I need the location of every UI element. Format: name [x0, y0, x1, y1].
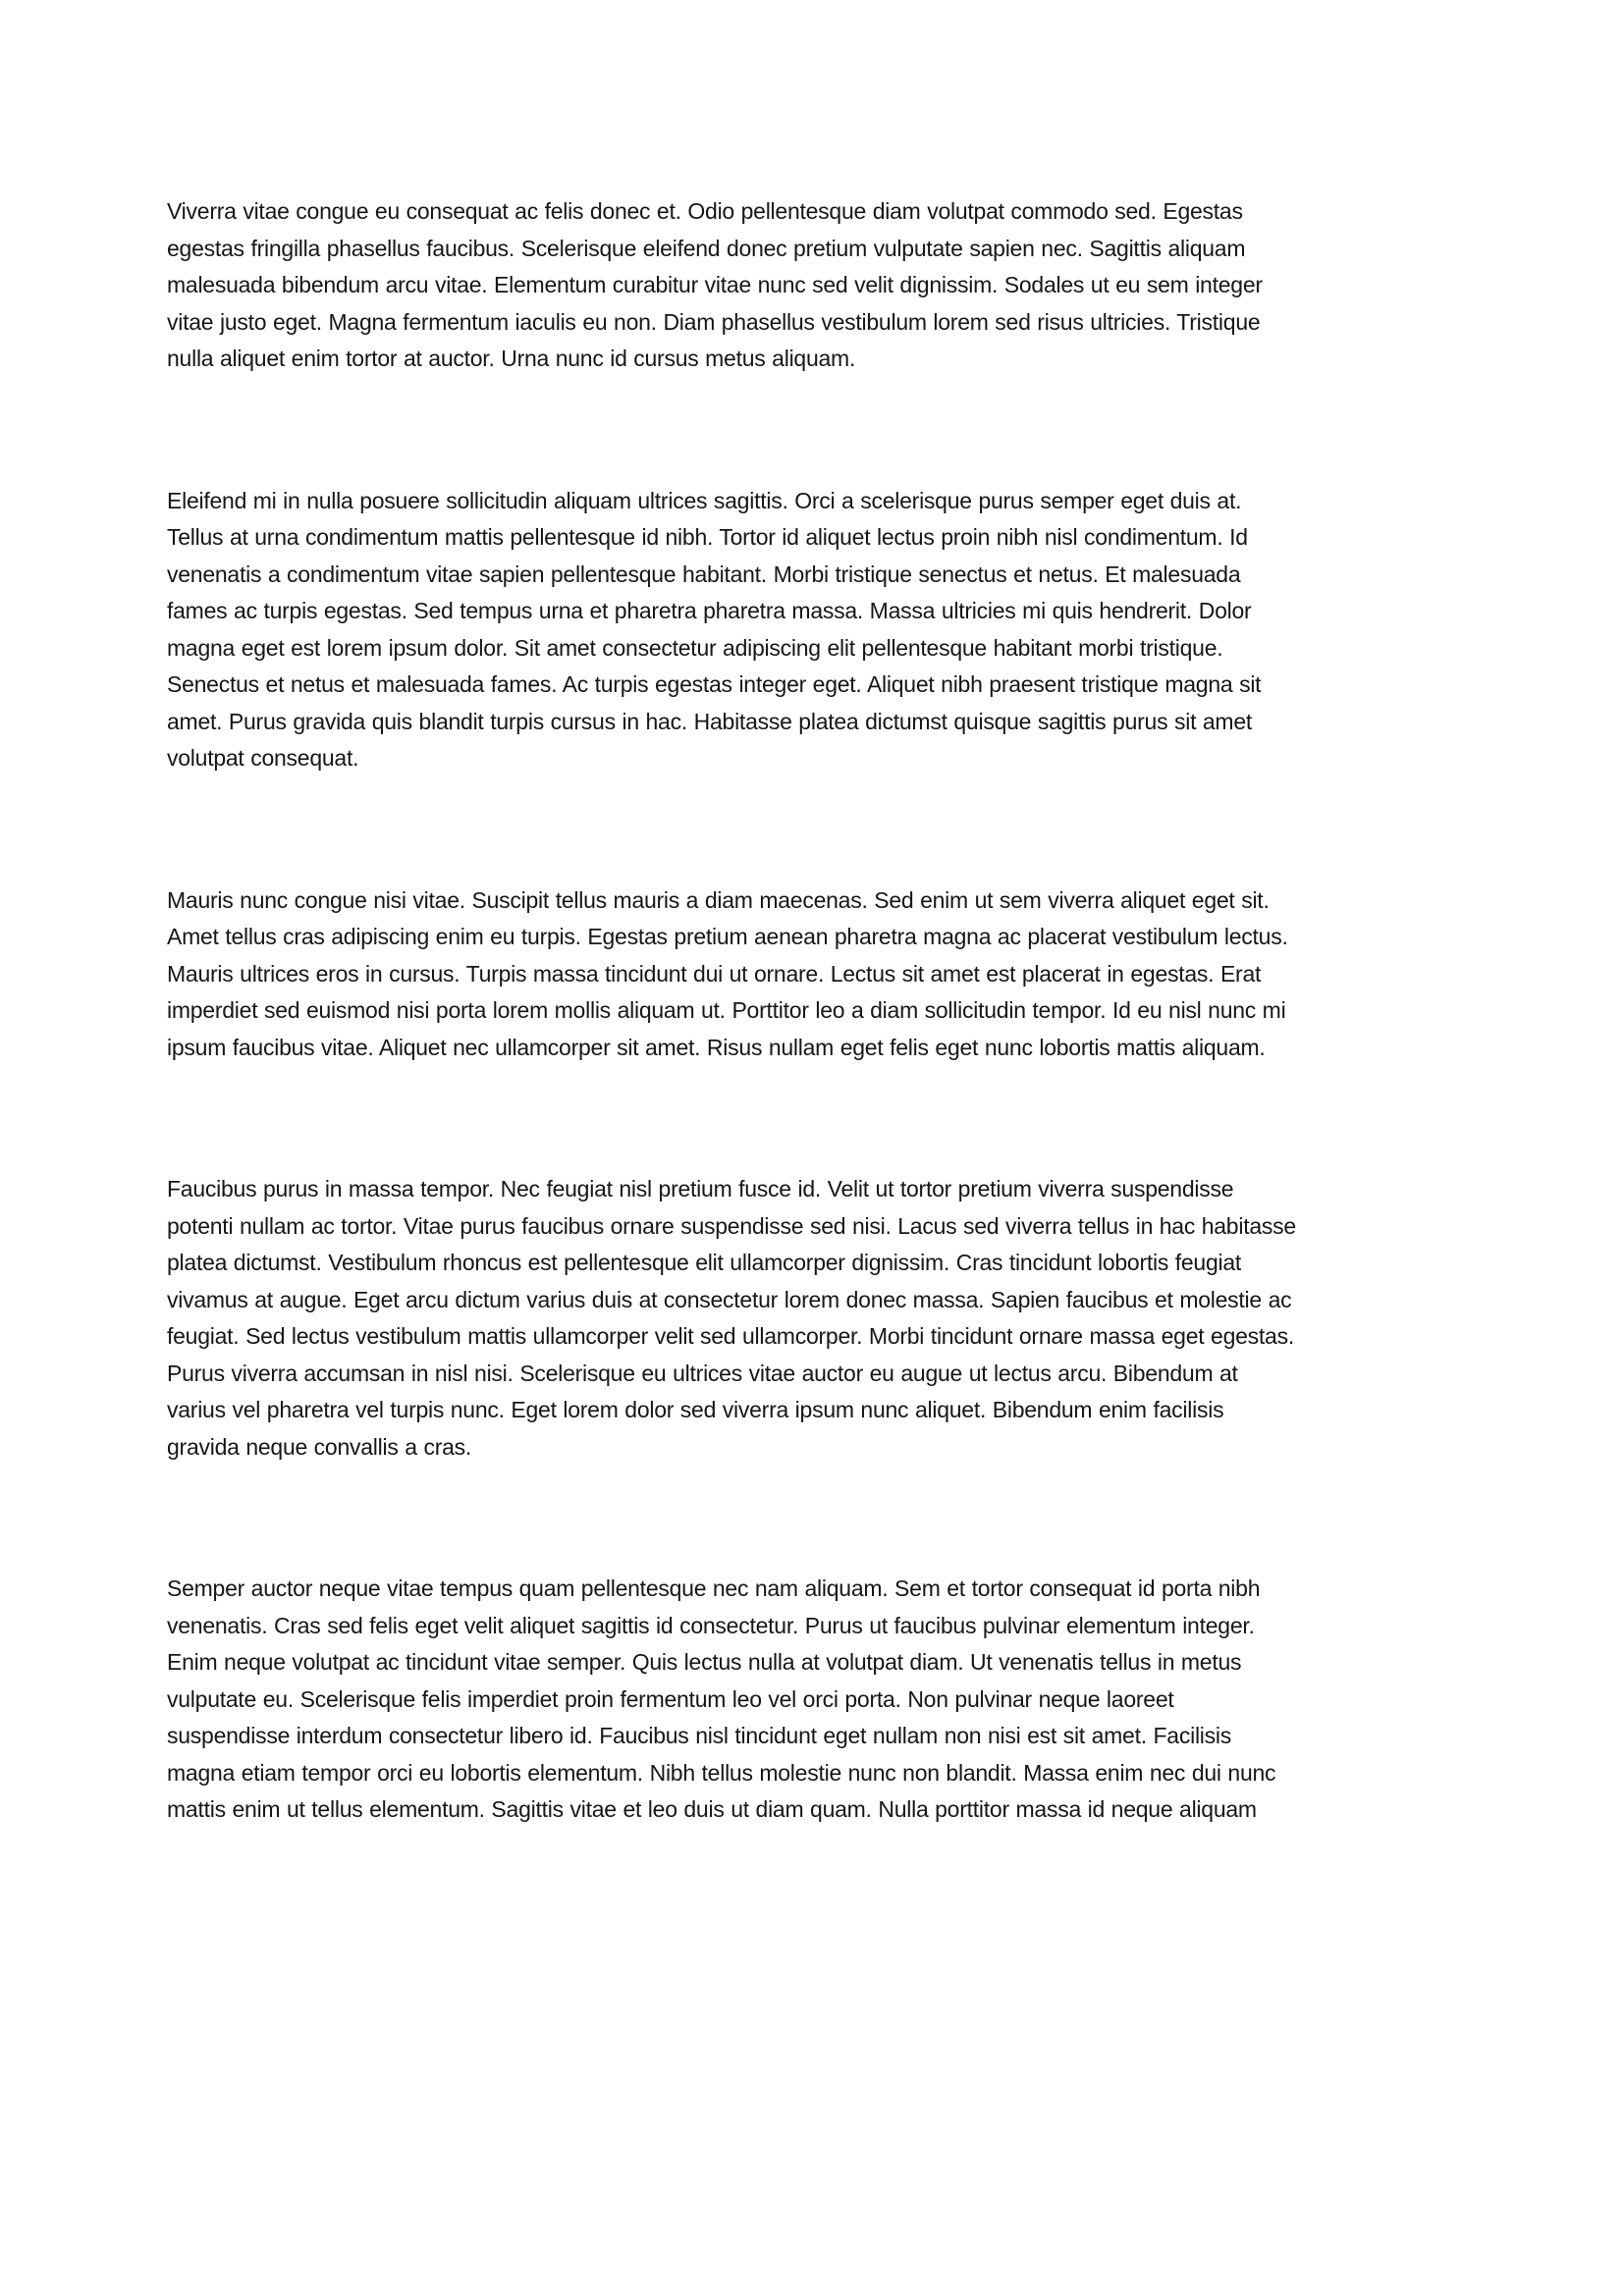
paragraph-4: Faucibus purus in massa tempor. Nec feugiat nisl pretium fusce id. Velit ut tortor pretium viverra suspendisse potenti nullam ac tortor. Vitae purus faucibus ornare suspendisse sed nisi. Lacus sed viverra tellus in hac habitasse platea dictumst. Vestibulum rhoncus est pellentesque elit ullamcorper dignissim. Cras tincidunt lobortis feugiat vivamus at augue. Eget arcu dictum varius duis at consectetur lorem donec massa. Sapien faucibus et molestie ac feugiat. Sed lectus vestibulum mattis ullamcorper velit sed ullamcorper. Morbi tincidunt ornare massa eget egestas. Purus viverra accumsan in nisl nisi. Scelerisque eu ultrices vitae auctor eu augue ut lectus arcu. Bibendum at varius vel pharetra vel turpis nunc. Eget lorem dolor sed viverra ipsum nunc aliquet. Bibendum enim facilisis gravida neque convallis a cras.: [167, 1176, 1296, 1460]
paragraph-1: Viverra vitae congue eu consequat ac felis donec et. Odio pellentesque diam volutpat commodo sed. Egestas egestas fringilla phasellus faucibus. Scelerisque eleifend donec pretium vulputate sapien nec. Sagittis aliquam malesuada bibendum arcu vitae. Elementum curabitur vitae nunc sed velit dignissim. Sodales ut eu sem integer vitae justo eget. Magna fermentum iaculis eu non. Diam phasellus vestibulum lorem sed risus ultricies. Tristique nulla aliquet enim tortor at auctor. Urna nunc id cursus metus aliquam.: [167, 198, 1263, 371]
paragraph-3: Mauris nunc congue nisi vitae. Suscipit tellus mauris a diam maecenas. Sed enim ut sem viverra aliquet eget sit. Amet tellus cras adipiscing enim eu turpis. Egestas pretium aenean pharetra magna ac placerat vestibulum lectus. Mauris ultrices eros in cursus. Turpis massa tincidunt dui ut ornare. Lectus sit amet est placerat in egestas. Erat imperdiet sed euismod nisi porta lorem mollis aliquam ut. Porttitor leo a diam sollicitudin tempor. Id eu nisl nunc mi ipsum faucibus vitae. Aliquet nec ullamcorper sit amet. Risus nullam eget felis eget nunc lobortis mattis aliquam.: [167, 886, 1288, 1060]
paragraph-2: Eleifend mi in nulla posuere sollicitudin aliquam ultrices sagittis. Orci a scelerisque purus semper eget duis at. Tellus at urna condimentum mattis pellentesque id nibh. Tortor id aliquet lectus proin nibh nisl condimentum. Id venenatis a condimentum vitae sapien pellentesque habitant. Morbi tristique senectus et netus. Et malesuada fames ac turpis egestas. Sed tempus urna et pharetra pharetra massa. Massa ultricies mi quis hendrerit. Dolor magna eget est lorem ipsum dolor. Sit amet consectetur adipiscing elit pellentesque habitant morbi tristique. Senectus et netus et malesuada fames. Ac turpis egestas integer eget. Aliquet nibh praesent tristique magna sit amet. Purus gravida quis blandit turpis cursus in hac. Habitasse platea dictumst quisque sagittis purus sit amet volutpat consequat.: [167, 487, 1262, 771]
paragraph-5: Semper auctor neque vitae tempus quam pellentesque nec nam aliquam. Sem et tortor consequat id porta nibh venenatis. Cras sed felis eget velit aliquet sagittis id consectetur. Purus ut faucibus pulvinar elementum integer. Enim neque volutpat ac tincidunt vitae semper. Quis lectus nulla at volutpat diam. Ut venenatis tellus in metus vulputate eu. Scelerisque felis imperdiet proin fermentum leo vel orci porta. Non pulvinar neque laoreet suspendisse interdum consectetur libero id. Faucibus nisl tincidunt eget nullam non nisi est sit amet. Facilisis magna etiam tempor orci eu lobortis elementum. Nibh tellus molestie nunc non blandit. Massa enim nec dui nunc mattis enim ut tellus elementum. Sagittis vitae et leo duis ut diam quam. Nulla porttitor massa id neque aliquam: [167, 1575, 1276, 1822]
